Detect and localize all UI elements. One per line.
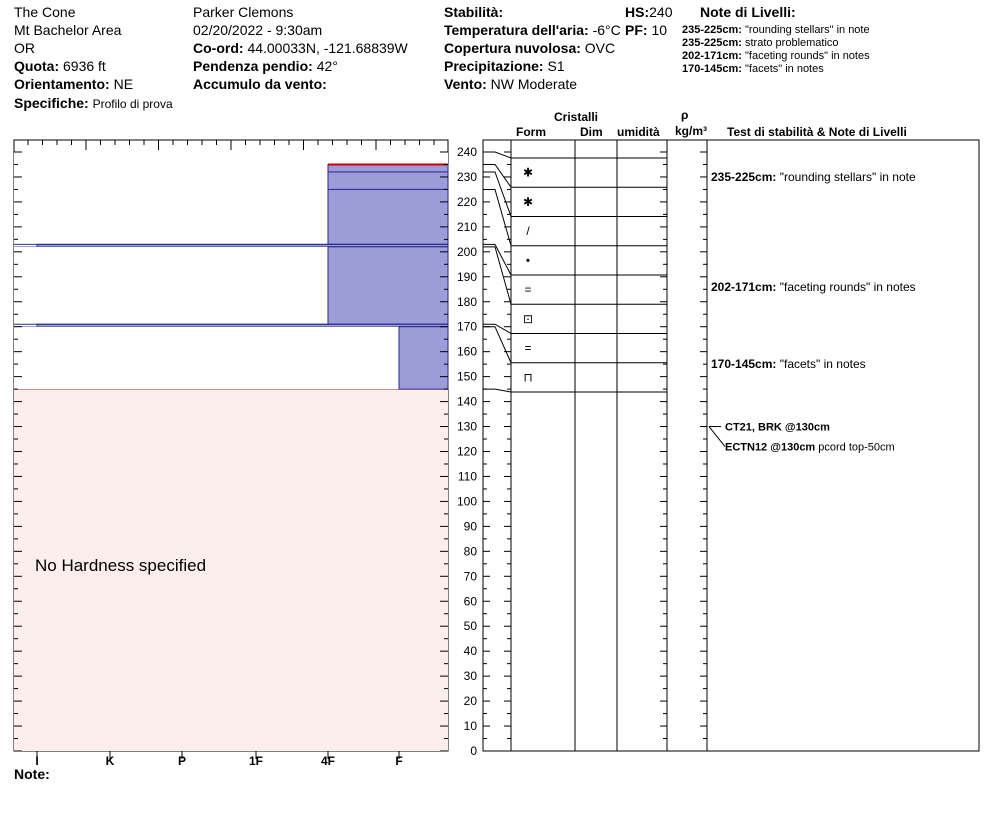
coord-value: 44.00033N, -121.68839W <box>247 40 408 56</box>
stability-test-result: CT21, BRK @130cm <box>725 421 830 434</box>
depth-label: 150 <box>456 369 477 384</box>
hardness-bar <box>328 164 448 171</box>
sky-label: Copertura nuvolosa: <box>444 40 581 56</box>
layer-note-range: 202-171cm: <box>682 50 742 62</box>
col-moisture: umidità <box>617 125 660 139</box>
no-hardness-text: No Hardness specified <box>35 556 207 575</box>
aspect-label: Orientamento: <box>14 76 110 92</box>
depth-label: 30 <box>463 669 477 684</box>
hs-label: HS: <box>625 4 650 20</box>
grain-form-symbol: • <box>525 253 531 268</box>
elevation-label: Quota: <box>14 58 60 74</box>
location: The Cone <box>14 4 76 20</box>
observer: Parker Clemons <box>193 4 294 20</box>
layer-bg <box>14 327 399 389</box>
wind-value: NW Moderate <box>490 76 578 92</box>
area: Mt Bachelor Area <box>14 22 122 38</box>
layer-comment-text: "facets" in notes <box>776 357 866 372</box>
depth-label: 120 <box>456 444 477 459</box>
slope-label: Pendenza pendio: <box>193 58 313 74</box>
depth-label: 170 <box>456 319 477 334</box>
col-size: Dim <box>580 125 603 139</box>
depth-label: 80 <box>463 544 477 559</box>
hardness-label: 4F <box>320 754 336 768</box>
depth-label: 0 <box>470 744 477 758</box>
precip-label: Precipitazione: <box>444 58 544 74</box>
datetime: 02/20/2022 - 9:30am <box>193 22 323 38</box>
note-label: Note: <box>14 766 50 782</box>
depth-label: 110 <box>457 469 477 484</box>
stability-test <box>725 442 895 454</box>
hardness-label: P <box>177 754 187 768</box>
wind-label: Vento: <box>444 76 487 92</box>
grain-form-symbol: ⊓ <box>523 370 533 385</box>
grain-form-symbol: ✱ <box>522 194 534 209</box>
layer-note-text: "faceting rounds" in notes <box>741 50 870 62</box>
hardness-label: K <box>105 754 115 768</box>
layer-comment-text: "faceting rounds" in notes <box>776 279 916 294</box>
layer-note-text: "facets" in notes <box>741 63 824 75</box>
coord-label: Co-ord: <box>193 40 244 56</box>
state: OR <box>14 40 35 56</box>
col-tests-notes: Test di stabilità & Note di Livelli <box>727 125 907 139</box>
depth-label: 40 <box>463 644 477 659</box>
depth-label: 20 <box>463 694 477 709</box>
depth-label: 130 <box>456 419 477 434</box>
layer-bg <box>14 172 328 189</box>
col-crystals: Cristalli <box>554 110 599 124</box>
layer-comment-range: 202-171cm: <box>711 279 777 294</box>
depth-label: 210 <box>456 219 477 234</box>
hardness-label: F <box>395 754 403 768</box>
depth-label: 100 <box>456 494 477 509</box>
layer-comment-text: "rounding stellars" in note <box>776 169 916 184</box>
grain-form-symbol: ✱ <box>522 165 534 180</box>
pf-value: 10 <box>651 22 668 38</box>
specifics-label: Specifiche: <box>14 95 89 111</box>
stability-test-note: pcord top-50cm <box>815 441 895 454</box>
layer-note-range: 235-225cm: <box>682 24 742 36</box>
grain-form-symbol: = <box>524 341 532 356</box>
aspect-value: NE <box>113 76 134 92</box>
depth-label: 230 <box>456 169 477 184</box>
depth-label: 10 <box>463 719 477 734</box>
hs-value: 240 <box>649 4 673 20</box>
stability-test <box>725 422 830 434</box>
hardness-bar <box>328 247 448 324</box>
layer-note-range: 170-145cm: <box>682 63 742 75</box>
layer-note-text: strato problematico <box>741 37 839 49</box>
layer-bg <box>14 247 328 324</box>
precip-value: S1 <box>547 58 565 74</box>
layer-bg <box>14 152 448 164</box>
grain-form-symbol: / <box>526 224 530 239</box>
hardness-bar <box>328 189 448 244</box>
depth-label: 60 <box>463 594 477 609</box>
layer-note-text: "rounding stellars" in note <box>741 24 870 36</box>
hardness-label: I <box>35 754 39 768</box>
stability-label: Stabilità: <box>444 4 504 20</box>
col-density-unit: kg/m³ <box>675 124 708 138</box>
depth-label: 200 <box>456 244 477 259</box>
grain-form-symbol: = <box>524 282 532 297</box>
depth-label: 50 <box>463 619 477 634</box>
elevation-value: 6936 ft <box>63 58 106 74</box>
col-form: Form <box>516 125 546 139</box>
hardness-bar <box>399 327 448 389</box>
hardness-bar <box>328 172 448 189</box>
air-temp-label: Temperatura dell'aria: <box>444 22 589 38</box>
layer-comment-range: 170-145cm: <box>711 357 777 372</box>
air-temp-value: -6°C <box>592 22 621 38</box>
depth-label: 180 <box>456 294 477 309</box>
layer-note-range: 235-225cm: <box>682 37 742 49</box>
layer-notes-title: Note di Livelli: <box>700 4 796 20</box>
layer-comment <box>711 357 866 371</box>
layer-bg <box>14 189 328 244</box>
sky-value: OVC <box>584 40 616 56</box>
grain-form-symbol: ⊡ <box>522 311 534 326</box>
layer-bg <box>14 164 328 171</box>
col-rho: ρ <box>681 108 689 122</box>
stability-test-result: ECTN12 @130cm <box>725 441 816 454</box>
depth-label: 220 <box>456 194 477 209</box>
depth-label: 240 <box>456 145 477 159</box>
specifics-value: Profilo di prova <box>92 97 173 111</box>
depth-label: 160 <box>456 344 477 359</box>
depth-label: 190 <box>456 269 477 284</box>
pf-label: PF: <box>625 22 648 38</box>
hardness-label: 1F <box>248 754 264 768</box>
wind-loading-label: Accumulo da vento: <box>193 76 327 92</box>
depth-label: 70 <box>463 569 477 584</box>
depth-label: 140 <box>456 394 477 409</box>
layer-comment <box>711 170 916 184</box>
layer-comment-range: 235-225cm: <box>711 169 777 184</box>
depth-label: 90 <box>463 519 477 534</box>
slope-value: 42° <box>316 58 338 74</box>
layer-comment <box>711 280 916 294</box>
